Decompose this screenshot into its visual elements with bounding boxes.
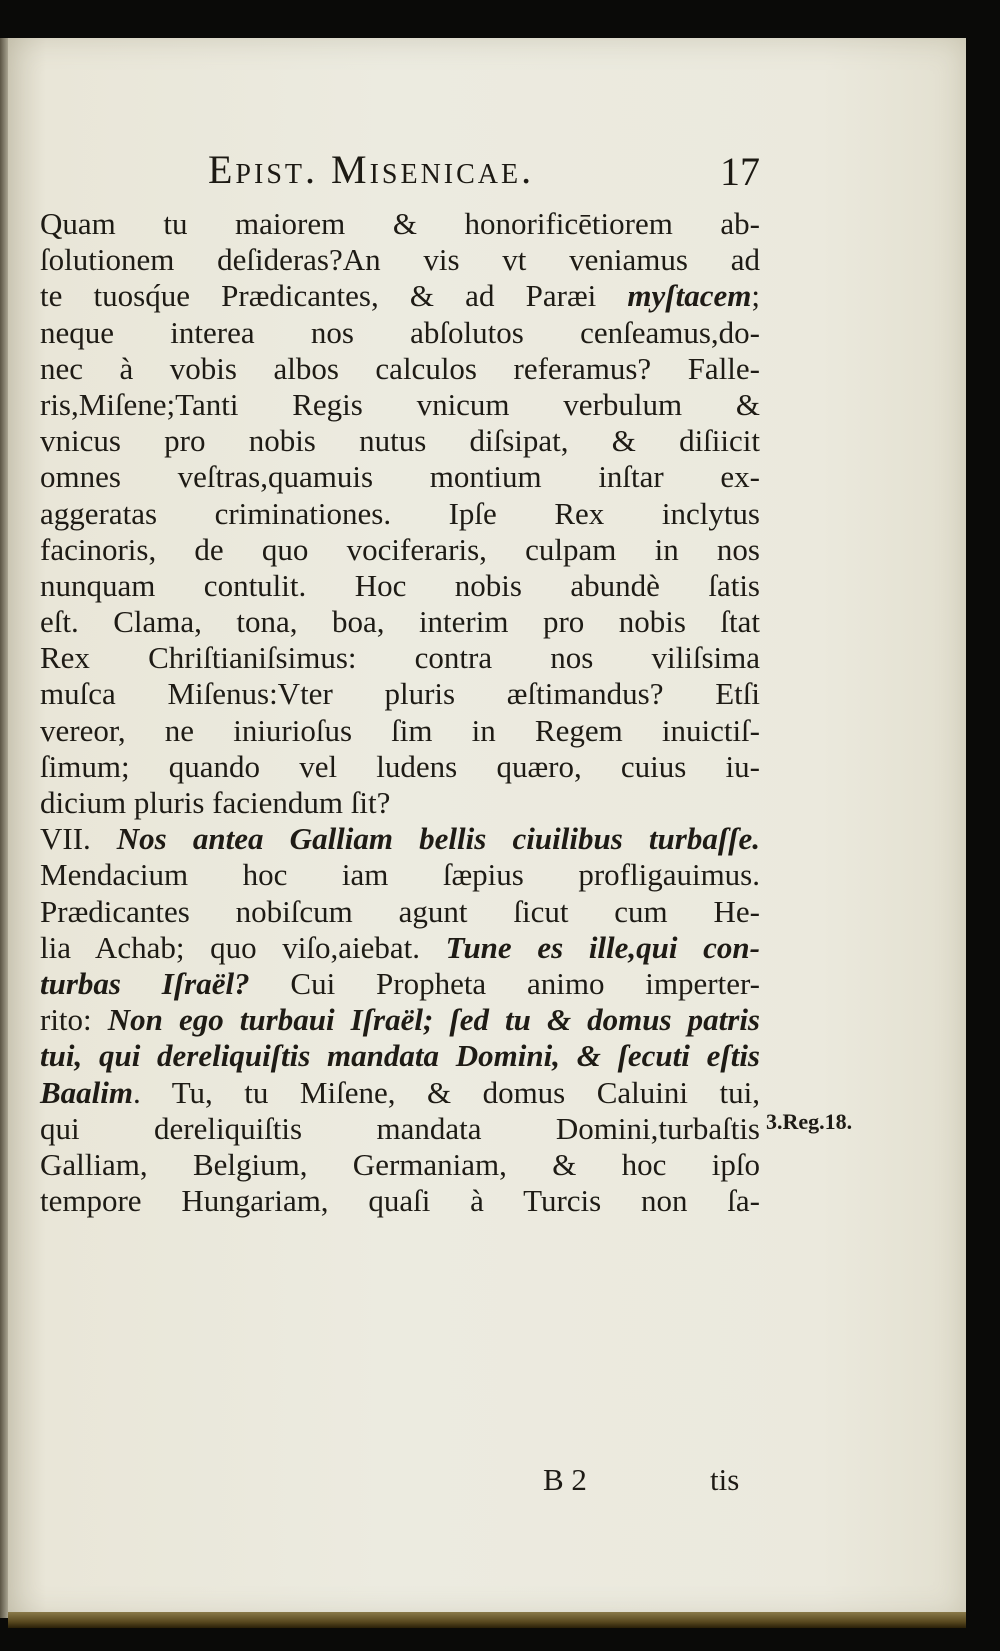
text-line: ſolutionem deſideras?An vis vt veniamus ad: [40, 242, 760, 278]
text-line: muſca Miſenus:Vter pluris æſtimandus? Etſi: [40, 676, 760, 712]
text-line: neque interea nos abſolutos cenſeamus,do-: [40, 314, 760, 350]
running-head: Epist. Misenicae.: [208, 147, 535, 192]
text-line: tui, qui dereliquiſtis mandata Domini, & ſecuti eſtis: [40, 1038, 760, 1074]
text-line: te tuosq́ue Prædicantes, & ad Paræi myſtacem;: [40, 278, 760, 314]
text-line: Galliam, Belgium, Germaniam, & hoc ipſo: [40, 1146, 760, 1182]
text-line: aggeratas criminationes. Ipſe Rex inclytus: [40, 495, 760, 531]
page-bottom-edge: [8, 1612, 966, 1628]
signature-mark: B 2: [543, 1462, 587, 1497]
page-header: [8, 138, 966, 198]
catchword: tis: [710, 1462, 740, 1497]
marginal-note: 3.Reg.18.: [766, 1109, 853, 1134]
text-line: Mendacium hoc iam ſæpius profligauimus.: [40, 857, 760, 893]
text-line: vnicus pro nobis nutus diſsipat, & diſiicit: [40, 423, 760, 459]
text-line: rito: Non ego turbaui Iſraël; ſed tu & domus patris: [40, 1002, 760, 1038]
text-line: Baalim. Tu, tu Miſene, & domus Caluini tui,: [40, 1074, 760, 1110]
text-line: facinoris, de quo vociferaris, culpam in nos: [40, 531, 760, 567]
section-number: VII.: [40, 821, 91, 857]
text-line: tempore Hungariam, quaſi à Turcis non ſa-: [40, 1183, 760, 1219]
text-line: Prædicantes nobiſcum agunt ſicut cum He-: [40, 893, 760, 929]
text-line: qui dereliquiſtis mandata Domini,turbaſtis: [40, 1110, 760, 1146]
text-line: vereor, ne iniurioſus ſim in Regem inuictiſ-: [40, 712, 760, 748]
text-line: lia Achab; quo viſo,aiebat. Tune es ille,qui con-: [40, 929, 760, 965]
text-line: ris,Miſene;Tanti Regis vnicum verbulum &: [40, 386, 760, 422]
text-line: Rex Chriſtianiſsimus: contra nos viliſsima: [40, 640, 760, 676]
text-line: dicium pluris faciendum ſit?: [40, 785, 391, 820]
text-line: Quam tu maiorem & honorificētiorem ab-: [40, 206, 760, 241]
text-line: nec à vobis albos calculos referamus? Falle-: [40, 350, 760, 386]
body-text: [40, 206, 760, 1219]
text-line: ſimum; quando vel ludens quæro, cuius iu-: [40, 748, 760, 784]
page-number: 17: [720, 149, 760, 194]
text-line: eſt. Clama, tona, boa, interim pro nobis ſtat: [40, 604, 760, 640]
text-line: turbas Iſraël? Cui Propheta animo imperter-: [40, 965, 760, 1001]
text-line: nunquam contulit. Hoc nobis abundè ſatis: [40, 567, 760, 603]
section-heading-line: VII. Nos antea Galliam bellis ciuilibus turbaſſe.: [40, 821, 760, 857]
book-page: [8, 38, 966, 1618]
text-line: omnes veſtras,quamuis montium inſtar ex-: [40, 459, 760, 495]
